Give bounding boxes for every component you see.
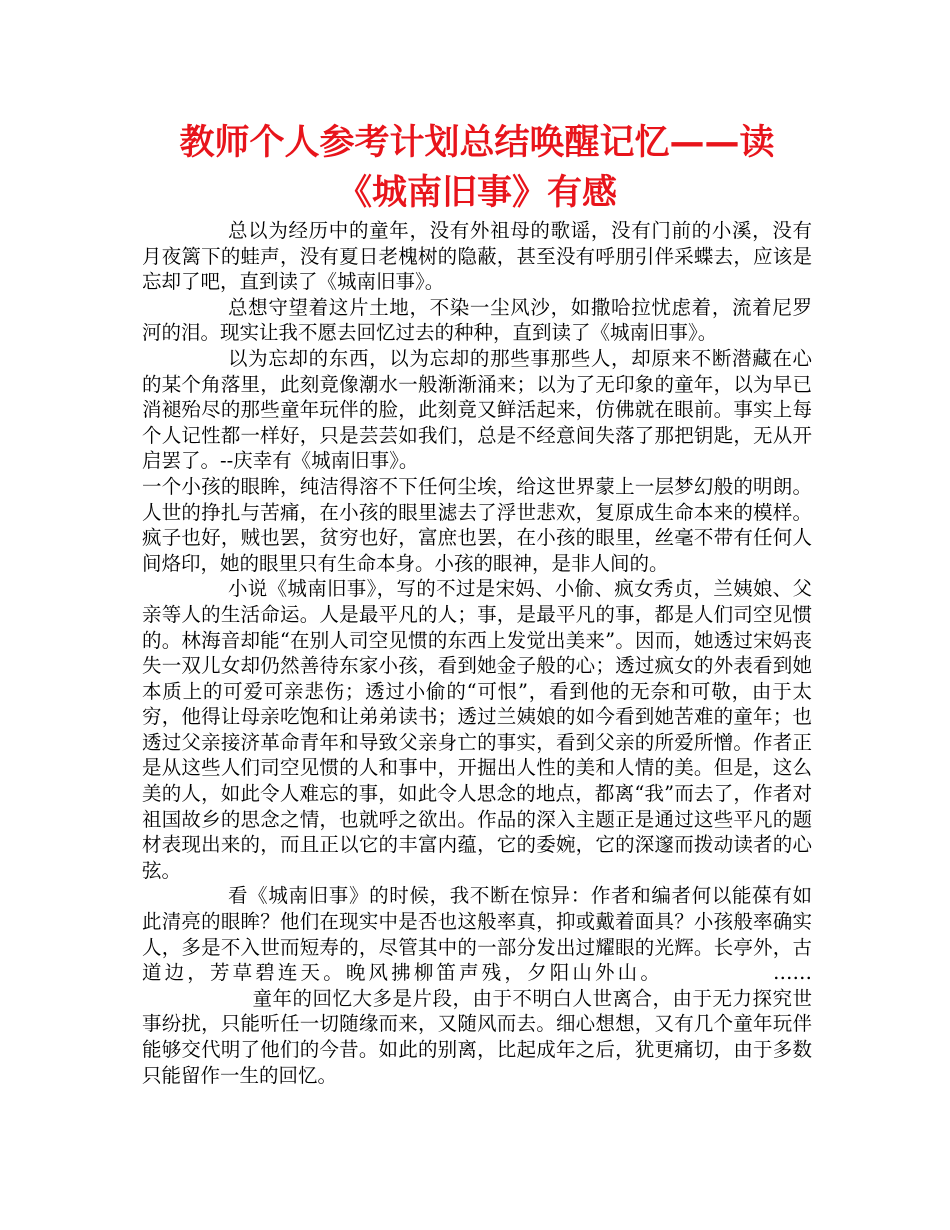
paragraph-6 <box>142 883 812 1088</box>
paragraph-1: 总以为经历中的童年，没有外祖母的歌谣，没有门前的小溪，没有月夜篱下的蛙声，没有夏日老槐树的隐蔽，甚至没有呼朋引伴采蝶去，应该是忘却了吧，直到读了《城南旧事》。 <box>142 219 812 294</box>
paragraph-7-text: 童年的回忆大多是片段，由于不明白人世离合，由于无力探究世事纷扰，只能听任一切随缘而来，又随风而去。细心想想，又有几个童年玩伴能够交代明了他们的今昔。如此的别离，比起成年之后，犹更痛切，由于多数只能留作一生的回忆。 <box>142 986 812 1087</box>
paragraph-3: 以为忘却的东西，以为忘却的那些事那些人，却原来不断潜藏在心的某个角落里，此刻竟像潮水一般渐渐涌来；以为了无印象的童年，以为早已消褪殆尽的那些童年玩伴的脸，此刻竟又鲜活起来，仿佛就在眼前。事实上每个人记性都一样好，只是芸芸如我们，总是不经意间失落了那把钥匙，无从开启罢了。--庆幸有《城南旧事》。 <box>142 346 812 473</box>
paragraph-6-text: 看《城南旧事》的时候，我不断在惊异：作者和编者何以能葆有如此清亮的眼眸？他们在现实中是否也这般率真，抑或戴着面具？小孩般率确实人，多是不入世而短寿的，尽管其中的一部分发出过耀眼的光辉。长亭外，古道边，芳草碧连天。晚风拂柳笛声残，夕阳山外山。 <box>142 884 812 985</box>
ellipsis: …… <box>773 961 812 985</box>
paragraph-5: 小说《城南旧事》，写的不过是宋妈、小偷、疯女秀贞，兰姨娘、父亲等人的生活命运。人是最平凡的人；事，是最平凡的事，都是人们司空见惯的。林海音却能“在别人司空见惯的东西上发觉出美来”。因而，她透过宋妈丧失一双儿女却仍然善待东家小孩，看到她金子般的心；透过疯女的外表看到她本质上的可爱可亲悲伤；透过小偷的“可恨”，看到他的无奈和可敬，由于太穷，他得让母亲吃饱和让弟弟读书；透过兰姨娘的如今看到她苦难的童年；也透过父亲接济革命青年和导致父亲身亡的事实，看到父亲的所爱所憎。作者正是从这些人们司空见惯的人和事中，开掘出人性的美和人情的美。但是，这么美的人，如此令人难忘的事，如此令人思念的地点，都离“我”而去了，作者对祖国故乡的思念之情，也就呼之欲出。作品的深入主题正是通过这些平凡的题材表现出来的，而且正以它的丰富内蕴，它的委婉，它的深邃而拨动读者的心弦。 <box>142 577 812 882</box>
title-line-2: 《城南旧事》有感 <box>336 173 617 213</box>
paragraph-2: 总想守望着这片土地，不染一尘风沙，如撒哈拉忧虑着，流着尼罗河的泪。现实让我不愿去回忆过去的种种，直到读了《城南旧事》。 <box>142 295 812 345</box>
document-page <box>142 118 812 1088</box>
paragraph-4: 一个小孩的眼眸，纯洁得溶不下任何尘埃，给这世界蒙上一层梦幻般的明朗。人世的挣扎与苦痛，在小孩的眼里滤去了浮世悲欢，复原成生命本来的模样。疯子也好，贼也罢，贫穷也好，富庶也罢，在小孩的眼里，丝毫不带有任何人间烙印，她的眼里只有生命本身。小孩的眼神，是非人间的。 <box>142 474 812 575</box>
document-title <box>142 118 812 218</box>
title-line-1: 教师个人参考计划总结唤醒记忆——读 <box>179 123 775 163</box>
document-body <box>142 218 812 1088</box>
